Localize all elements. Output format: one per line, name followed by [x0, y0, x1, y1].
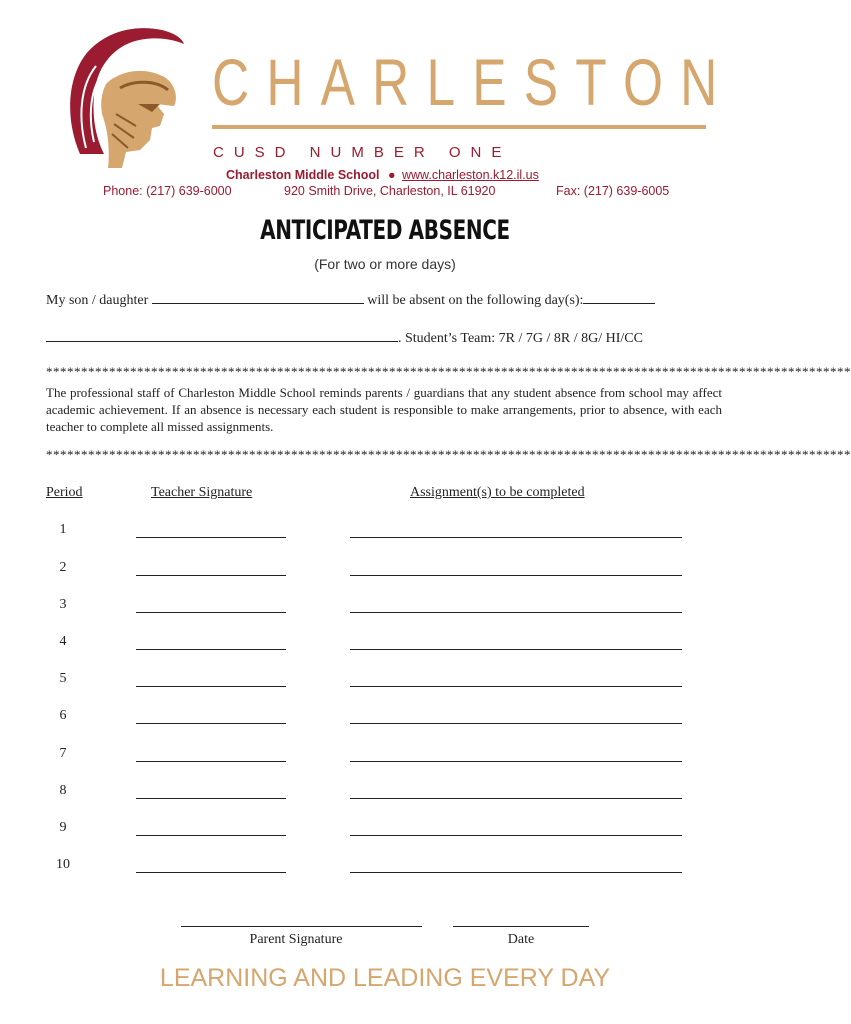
assignment-field[interactable]	[350, 575, 682, 576]
absence-days-continued-field[interactable]	[46, 330, 398, 342]
teacher-signature-field[interactable]	[136, 612, 286, 613]
form-title: ANTICIPATED ABSENCE	[260, 215, 510, 246]
student-line-1	[46, 292, 655, 309]
assignment-field[interactable]	[350, 612, 682, 613]
period-number: 3	[59, 597, 67, 612]
teacher-signature-field[interactable]	[136, 798, 286, 799]
asterisk-divider: *******************************************************************************************************************	[46, 447, 851, 462]
student-name-field[interactable]	[152, 292, 364, 304]
period-number: 9	[59, 820, 67, 835]
period-row	[0, 634, 770, 654]
district-name: CUSD NUMBER ONE	[213, 144, 512, 161]
assignment-field[interactable]	[350, 835, 682, 836]
fax-number: Fax: (217) 639-6005	[556, 184, 670, 198]
notice-paragraph: The professional staff of Charleston Middle School reminds parents / guardians that any student absence from school may affect academic achievement. If an absence is necessary each student is responsible to make arrangements, prior to absence, with each teacher to complete all missed assignments.	[46, 385, 722, 434]
teacher-signature-field[interactable]	[136, 761, 286, 762]
teacher-signature-field[interactable]	[136, 649, 286, 650]
period-number: 8	[59, 783, 67, 798]
footer-tagline: LEARNING AND LEADING EVERY DAY	[159, 964, 611, 992]
school-address: 920 Smith Drive, Charleston, IL 61920	[284, 184, 496, 198]
parent-signature-label: Parent Signature	[249, 932, 343, 947]
period-row	[0, 783, 770, 803]
teacher-signature-field[interactable]	[136, 723, 286, 724]
period-row	[0, 597, 770, 617]
assignments-column-header: Assignment(s) to be completed	[410, 485, 585, 500]
period-row	[0, 820, 770, 840]
period-row	[0, 708, 770, 728]
teacher-signature-field[interactable]	[136, 872, 286, 873]
period-number: 6	[59, 708, 67, 723]
period-row	[0, 746, 770, 766]
assignment-field[interactable]	[350, 798, 682, 799]
assignment-field[interactable]	[350, 761, 682, 762]
teacher-signature-field[interactable]	[136, 686, 286, 687]
assignment-field[interactable]	[350, 723, 682, 724]
period-row	[0, 857, 770, 877]
assignment-field[interactable]	[350, 686, 682, 687]
date-field[interactable]	[453, 926, 589, 927]
school-name: Charleston Middle School	[226, 168, 380, 182]
asterisk-divider: *******************************************************************************************************************	[46, 364, 851, 379]
trojan-helmet-icon	[64, 22, 184, 170]
teacher-signature-field[interactable]	[136, 537, 286, 538]
assignment-field[interactable]	[350, 537, 682, 538]
teacher-signature-column-header: Teacher Signature	[151, 485, 253, 500]
website-link[interactable]: www.charleston.k12.il.us	[402, 168, 539, 182]
son-daughter-label: My son / daughter	[46, 293, 149, 308]
teacher-signature-field[interactable]	[136, 575, 286, 576]
absence-days-field[interactable]	[583, 292, 655, 304]
period-number: 5	[59, 671, 67, 686]
teacher-signature-field[interactable]	[136, 835, 286, 836]
period-number: 1	[59, 522, 67, 537]
student-line-2	[46, 330, 643, 347]
form-subtitle: (For two or more days)	[314, 256, 456, 272]
parent-signature-field[interactable]	[181, 926, 422, 927]
brand-divider	[212, 125, 706, 129]
period-row	[0, 560, 770, 580]
period-number: 10	[56, 857, 70, 872]
period-row	[0, 522, 770, 542]
period-number: 7	[59, 746, 67, 761]
brand-wordmark: CHARLESTON	[212, 45, 735, 119]
period-column-header: Period	[46, 485, 83, 500]
student-team-label: . Student’s Team: 7R / 7G / 8R / 8G/ HI/CC	[398, 331, 643, 346]
assignment-field[interactable]	[350, 649, 682, 650]
period-row	[0, 671, 770, 691]
period-number: 4	[59, 634, 67, 649]
date-label: Date	[507, 932, 535, 947]
assignment-field[interactable]	[350, 872, 682, 873]
absent-days-label: will be absent on the following day(s):	[367, 293, 584, 308]
period-number: 2	[59, 560, 67, 575]
separator-bullet: ●	[388, 168, 396, 182]
phone-number: Phone: (217) 639-6000	[103, 184, 232, 198]
